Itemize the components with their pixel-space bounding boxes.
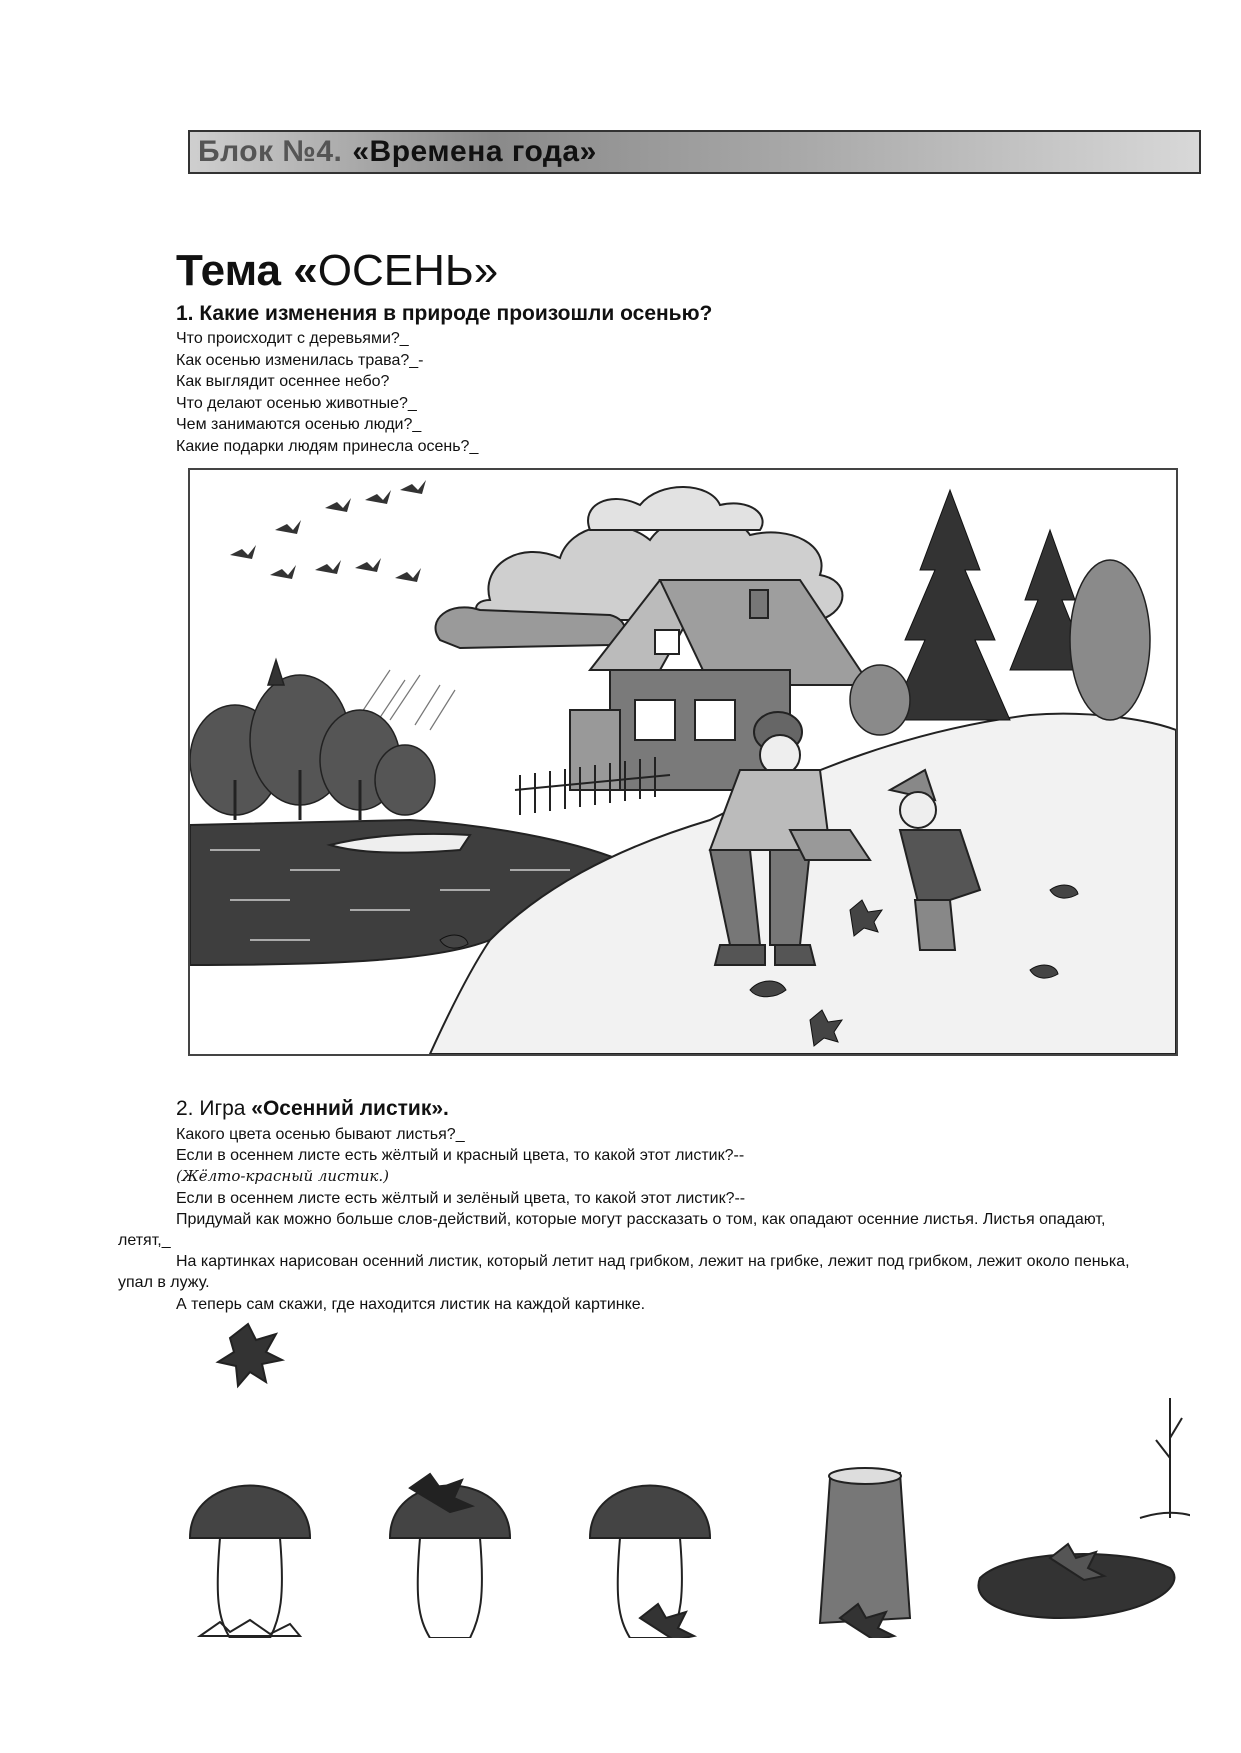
question-item: Что происходит с деревьями?_ (176, 330, 409, 347)
leaf-in-puddle-icon (978, 1398, 1190, 1618)
leaf-above-mushroom-icon (190, 1324, 310, 1638)
leaf-on-mushroom-icon (390, 1474, 510, 1638)
leaf-under-mushroom-icon (590, 1486, 710, 1639)
topic-title (176, 246, 498, 296)
block-title: «Времена года» (352, 135, 597, 168)
leaf-position-pictures (170, 1318, 1190, 1638)
section1-heading: 1. Какие изменения в природе произошли осенью? (176, 302, 713, 325)
question-item: Как выглядит осеннее небо? (176, 373, 390, 390)
text-paragraph: Придумай как можно больше слов-действий, которые могут рассказать о том, как опадают осенние листья. Листья опадают, летят,_ (118, 1210, 1106, 1250)
question-item: Чем занимаются осенью люди?_ (176, 416, 422, 433)
text-line: А теперь сам скажи, где находится листик на каждой картинке. (176, 1295, 646, 1313)
section2-text (118, 1124, 1158, 1315)
leaf-near-stump-icon (820, 1468, 910, 1638)
section2-heading-prefix: 2. Игра (176, 1097, 252, 1120)
section2-game-title: «Осенний листик». (251, 1097, 449, 1120)
question-item: Что делают осенью животные?_ (176, 394, 417, 412)
autumn-scene-illustration (188, 468, 1178, 1056)
text-line: Какого цвета осенью бывают листья?_ (176, 1126, 465, 1143)
question-item: Как осенью изменилась трава?_- (176, 351, 424, 369)
topic-name: ОСЕНЬ» (317, 246, 499, 295)
handwritten-answer: (Жёлто-красный листик.) (176, 1167, 389, 1186)
block-number: Блок №4. (198, 135, 343, 168)
question-item: Какие подарки людям принесла осень?_ (176, 437, 479, 455)
section1-questions (176, 328, 478, 457)
text-line: Если в осеннем листе есть жёлтый и зелёный цвета, то какой этот листик?-- (176, 1189, 746, 1207)
text-paragraph: На картинках нарисован осенний листик, который летит над грибком, лежит на грибке, лежит под грибком, лежит около пенька, упал в лужу. (118, 1253, 1130, 1292)
text-line: Если в осеннем листе есть жёлтый и красный цвета, то какой этот листик?-- (176, 1147, 745, 1165)
block-header (188, 130, 1201, 174)
topic-prefix: Тема « (176, 246, 318, 295)
section2-heading (176, 1097, 449, 1121)
autumn-landscape-icon (190, 470, 1176, 1054)
